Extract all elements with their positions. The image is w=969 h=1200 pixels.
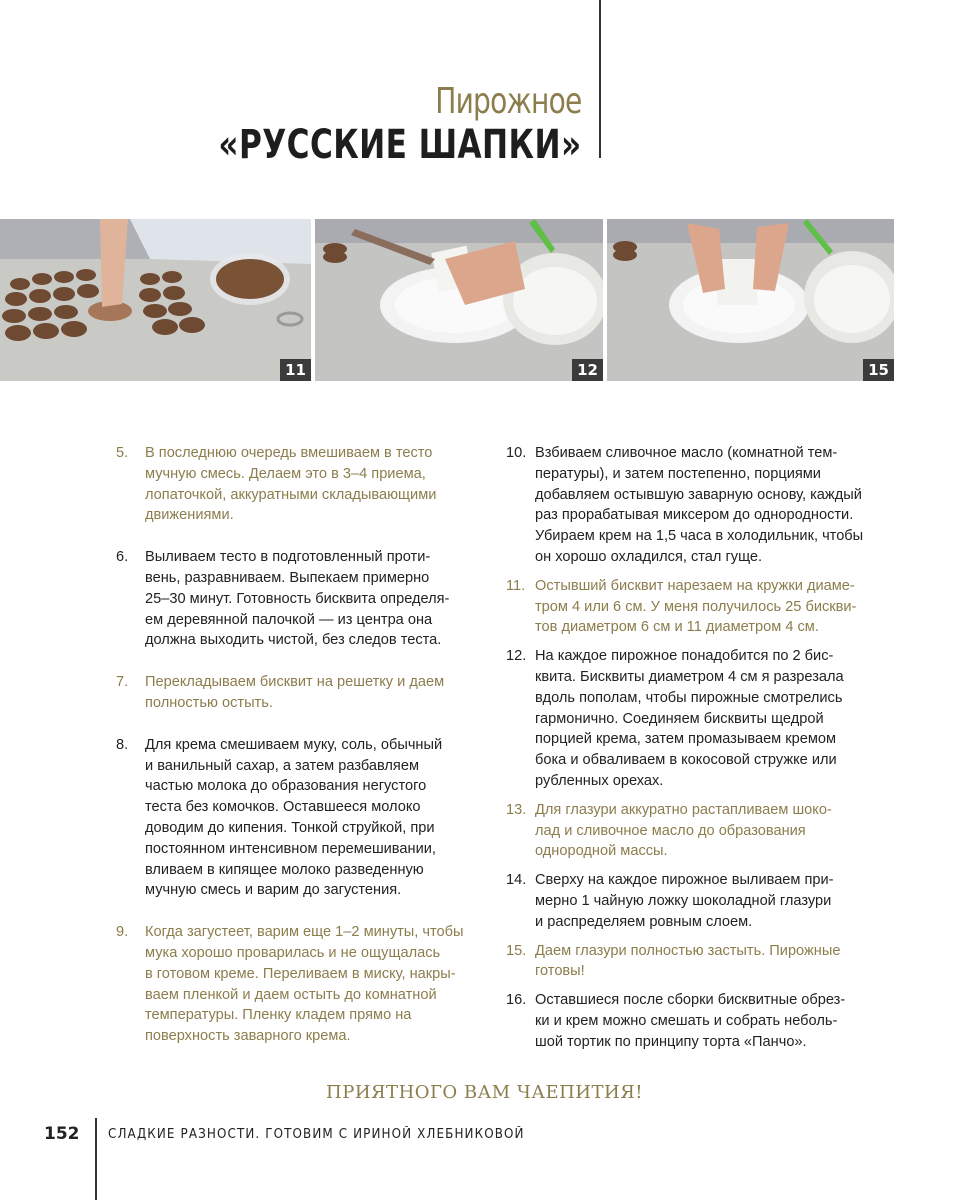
recipe-step (506, 800, 886, 862)
recipe-step (116, 672, 488, 714)
cream-spreading-photo-icon (315, 219, 603, 381)
page-number: 152 (44, 1124, 80, 1144)
steps-right-column (506, 443, 886, 1053)
step-number: 9. (116, 924, 129, 941)
step-number: 10. (506, 445, 527, 461)
step-text: На каждое пирожное понадобится по 2 бис- квита. Бисквиты диаметром 4 см я разрезала вдоль пополам, чтобы пирожные смотрелись гармонично. Соединяем бисквиты щедрой порцией крема, затем промазываем кремом бока и обваливаем в кокосовой стружке или рубленных орехах. (535, 648, 844, 789)
step-text: Даем глазури полностью застыть. Пирожные готовы! (535, 942, 841, 980)
recipe-step (116, 922, 488, 1047)
step-number: 14. (506, 872, 527, 889)
step-number: 13. (506, 801, 527, 818)
step-photo-11 (0, 219, 311, 381)
step-number: 5. (116, 445, 129, 461)
step-text: Выливаем тесто в подготовленный проти- вень, разравниваем. Выпекаем примерно 25–30 минут. Готовность бисквита определя- ем деревянной палочкой — из центра она должна выходить чистой, без следов теста. (145, 549, 450, 649)
step-text: Взбиваем сливочное масло (комнатной тем- пературы), и затем постепенно, порциями добавляем остывшую заварную основу, каждый раз прорабатывая миксером до однородности. Убираем крем на 1,5 часа в холодильник, чтобы он хорошо охладился, стал гуще. (535, 445, 864, 565)
step-number: 6. (116, 549, 129, 566)
photo-number-badge: 15 (863, 359, 894, 381)
step-text: Для глазури аккуратно растапливаем шоко- лад и сливочное масло до образования однородной массы. (535, 801, 832, 860)
recipe-step (506, 990, 886, 1052)
recipe-step (116, 443, 488, 526)
step-photo-15 (607, 219, 894, 381)
biscuit-circles-photo-icon (0, 219, 311, 381)
step-text: Сверху на каждое пирожное выливаем при- мерно 1 чайную ложку шоколадной глазури и распределяем ровным слоем. (535, 872, 834, 930)
step-number: 15. (506, 942, 527, 959)
recipe-step (506, 870, 886, 932)
step-number: 12. (506, 648, 527, 665)
recipe-step (506, 576, 886, 638)
recipe-title (116, 82, 582, 168)
steps-left-column (116, 443, 488, 1047)
recipe-step (116, 735, 488, 901)
recipe-step (506, 646, 886, 792)
step-text: Остывший бисквит нарезаем на кружки диаме- тром 4 или 6 см. У меня получилось 25 бискви- тов диаметром 6 см и 11 диаметром 4 см. (535, 577, 857, 636)
header-divider (599, 0, 601, 158)
step-text: Для крема смешиваем муку, соль, обычный и ванильный сахар, а затем разбавляем частью молока до образования негустого теста без комочков. Оставшееся молоко доводим до кипения. Тонкой струйкой, при постоянном интенсивном перемешивании, вливаем в кипящее молоко разведенную мучную смесь и варим до загустения. (145, 736, 443, 899)
step-text: Когда загустеет, варим еще 1–2 минуты, чтобы мука хорошо проварилась и не ощущалась в готовом креме. Переливаем в миску, накры- ваем пленкой и даем остыть до комнатной температуры. Пленку кладем прямо на поверхность заварного крема. (145, 924, 464, 1045)
recipe-step (116, 547, 488, 651)
step-text: Перекладываем бисквит на решетку и даем полностью остыть. (145, 674, 445, 711)
step-number: 16. (506, 992, 527, 1009)
step-number: 8. (116, 736, 129, 753)
title-subheading: Пирожное (434, 81, 581, 122)
step-photo-12 (315, 219, 603, 381)
recipe-step (506, 941, 886, 983)
farewell-text: ПРИЯТНОГО ВАМ ЧАЕПИТИЯ! (326, 1082, 643, 1103)
running-title: СЛАДКИЕ РАЗНОСТИ. ГОТОВИМ С ИРИНОЙ ХЛЕБНИКОВОЙ (108, 1127, 525, 1142)
recipe-step (506, 443, 886, 568)
title-heading: «РУССКИЕ ШАПКИ» (217, 122, 581, 168)
step-number: 7. (116, 674, 129, 691)
coconut-coating-photo-icon (607, 219, 894, 381)
footer-divider (95, 1118, 97, 1200)
photo-number-badge: 11 (280, 359, 311, 381)
photo-number-badge: 12 (572, 359, 603, 381)
step-text: Оставшиеся после сборки бисквитные обрез- ки и крем можно смешать и собрать неболь- шой тортик по принципу торта «Панчо». (535, 992, 846, 1050)
step-text: В последнюю очередь вмешиваем в тесто мучную смесь. Делаем это в 3–4 приема, лопаточкой, аккуратными складывающими движениями. (145, 445, 437, 524)
step-number: 11. (506, 577, 526, 594)
